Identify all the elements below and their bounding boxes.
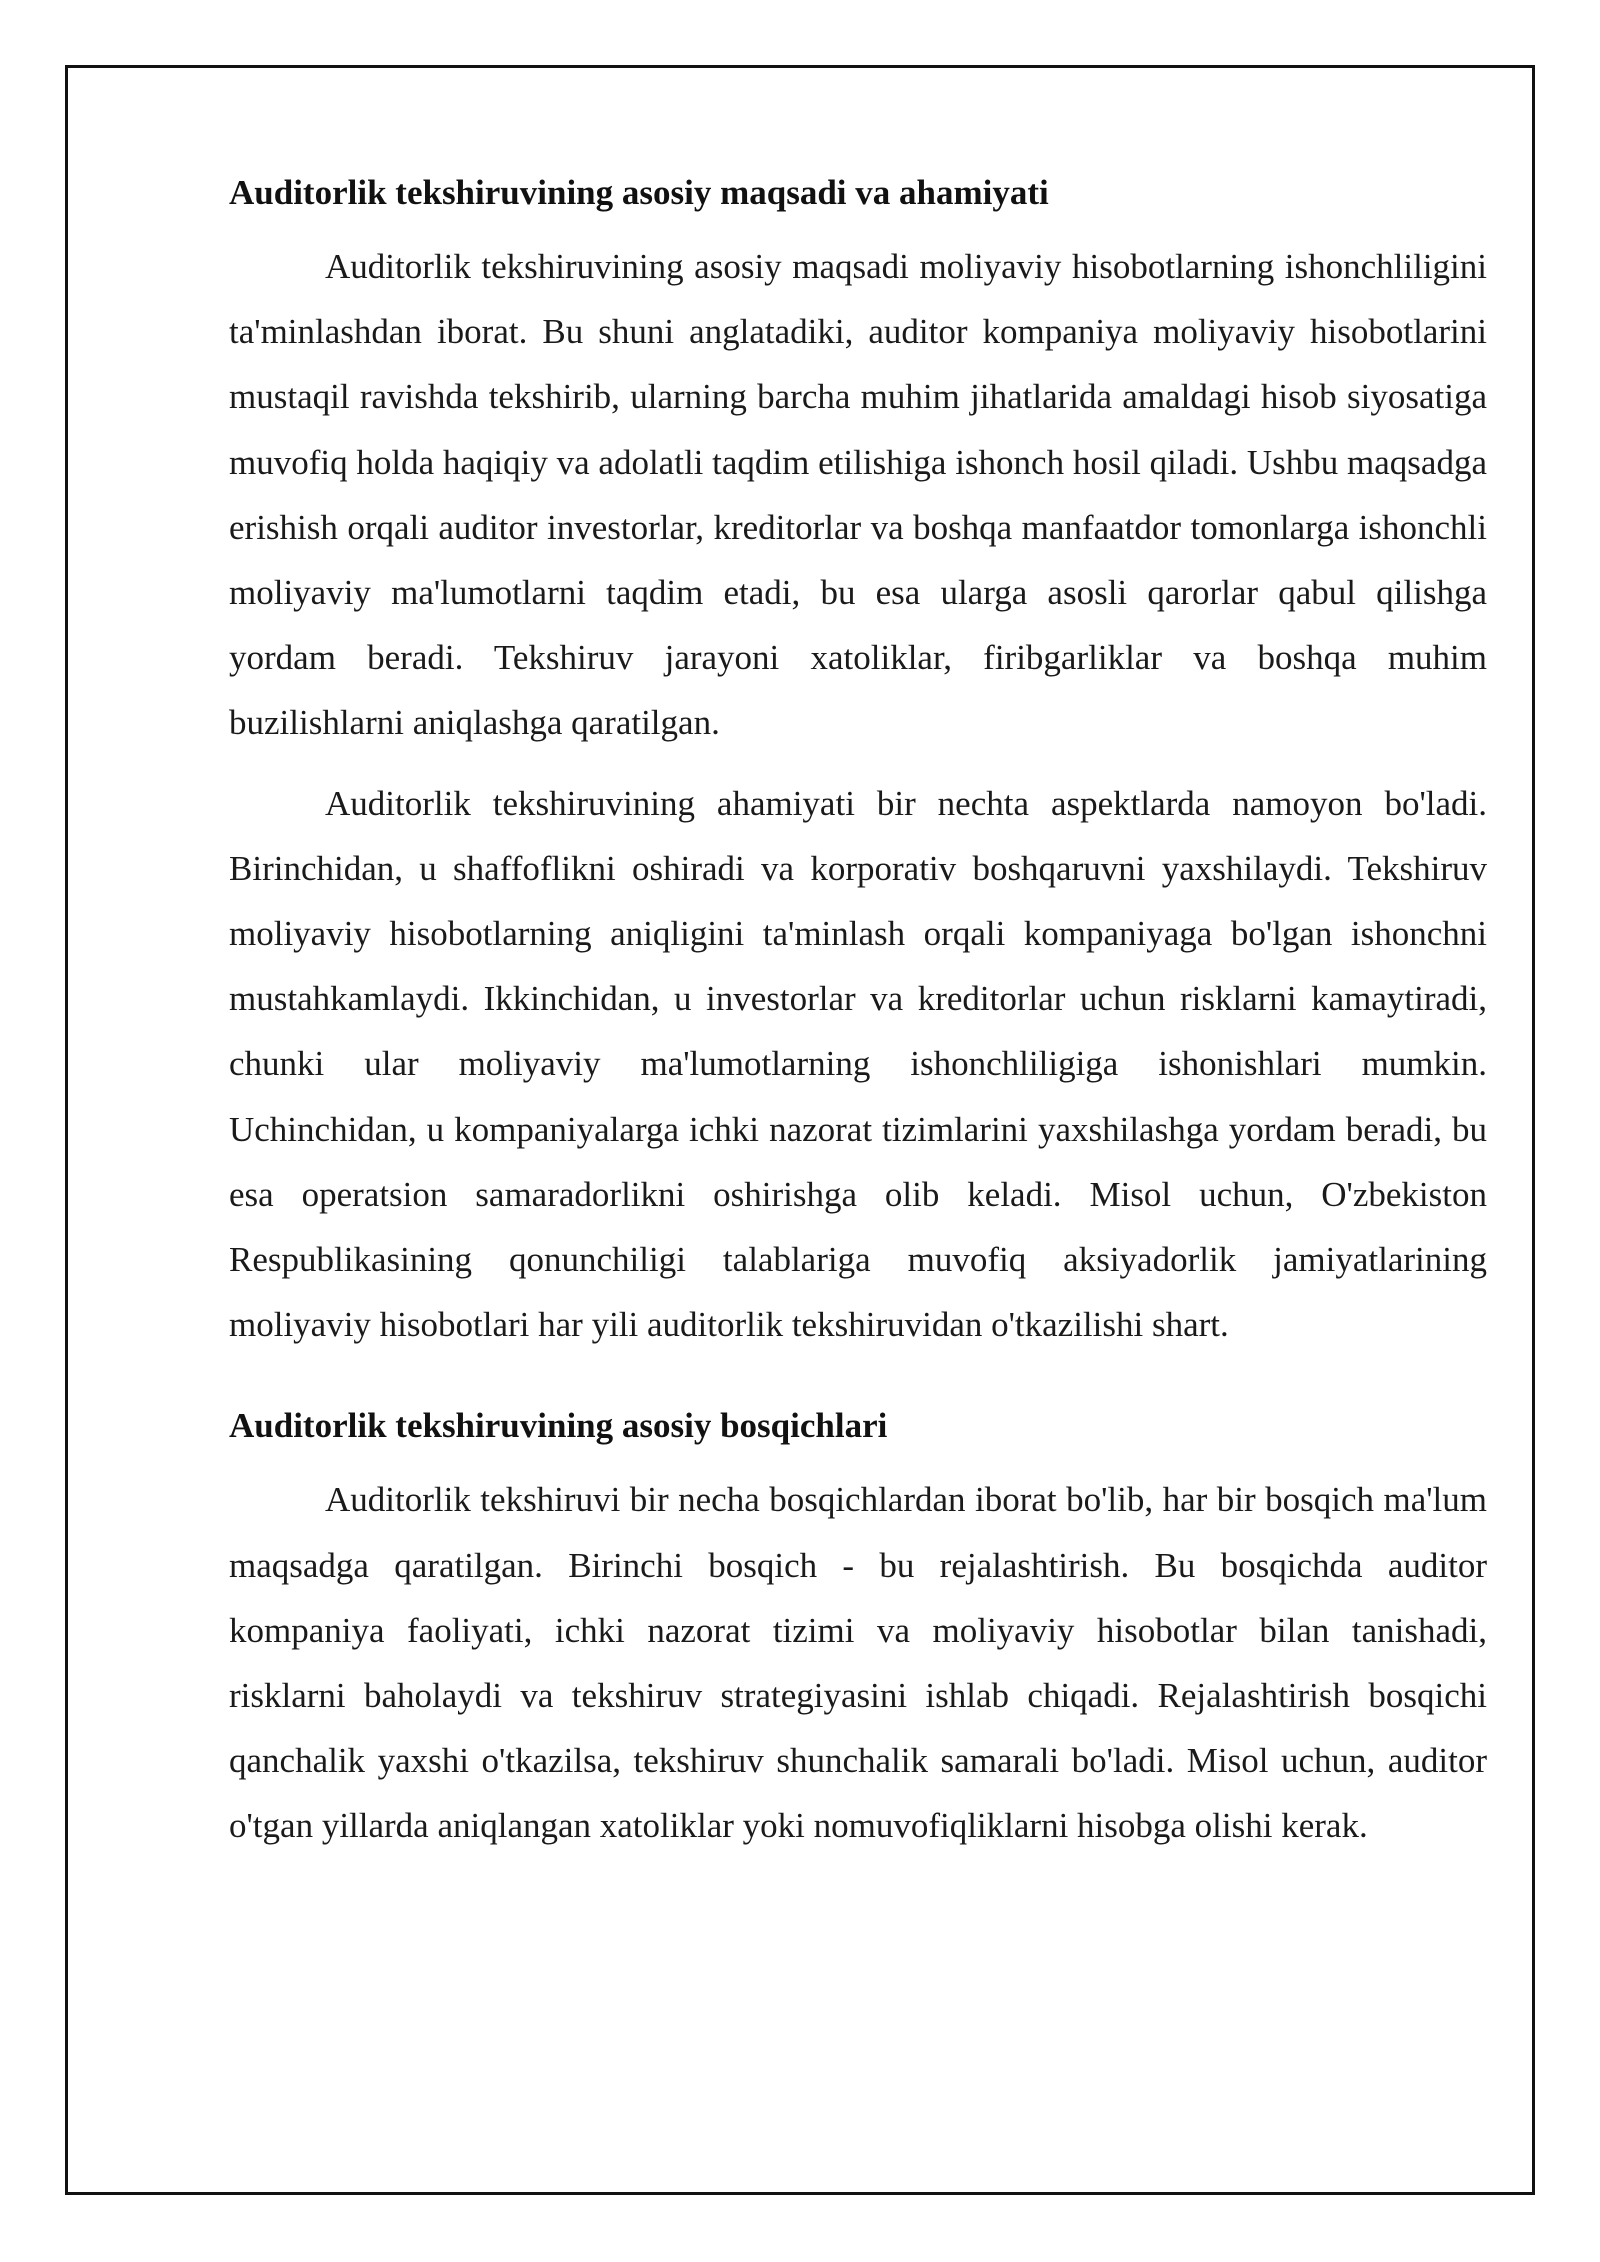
section-heading-audit-purpose: Auditorlik tekshiruvining asosiy maqsadi va ahamiyati: [229, 173, 1049, 212]
paragraph-audit-stages: Auditorlik tekshiruvi bir necha bosqichlardan iborat bo'lib, har bir bosqich ma'lum maqsadga qaratilgan. Birinchi bosqich - bu rejalashtirish. Bu bosqichda auditor kompaniya faoliyati, ichki nazorat tizimi va moliyaviy hisobotlar bilan tanishadi, risklarni baholaydi va tekshiruv strategiyasini ishlab chiqadi. Rejalashtirish bosqichi qanchalik yaxshi o'tkazilsa, tekshiruv shunchalik samarali bo'ladi. Misol uchun, auditor o'tgan yillarda aniqlangan xatoliklar yoki nomuvofiqliklarni hisobga olishi kerak.: [229, 1480, 1487, 1846]
paragraph-audit-importance: Auditorlik tekshiruvining ahamiyati bir nechta aspektlarda namoyon bo'ladi. Birinchidan, u shaffoflikni oshiradi va korporativ boshqaruvni yaxshilaydi. Tekshiruv moliyaviy hisobotlarning aniqligini ta'minlash orqali kompaniyaga bo'lgan ishonchni mustahkamlaydi. Ikkinchidan, u investorlar va kreditorlar uchun risklarni kamaytiradi, chunki ular moliyaviy ma'lumotlarning ishonchliligiga ishonishlari mumkin. Uchinchidan, u kompaniyalarga ichki nazorat tizimlarini yaxshilashga yordam beradi, bu esa operatsion samaradorlikni oshirishga olib keladi. Misol uchun, O'zbekiston Respublikasining qonunchiligi talablariga muvofiq aksiyadorlik jamiyatlarining moliyaviy hisobotlari har yili auditorlik tekshiruvidan o'tkazilishi shart.: [229, 783, 1487, 1345]
paragraph-audit-purpose: Auditorlik tekshiruvining asosiy maqsadi moliyaviy hisobotlarning ishonchliligini ta'minlashdan iborat. Bu shuni anglatadiki, auditor kompaniya moliyaviy hisobotlarini mustaqil ravishda tekshirib, ularning barcha muhim jihatlarida amaldagi hisob siyosatiga muvofiq holda haqiqiy va adolatli taqdim etilishiga ishonch hosil qiladi. Ushbu maqsadga erishish orqali auditor investorlar, kreditorlar va boshqa manfaatdor tomonlarga ishonchli moliyaviy ma'lumotlarni taqdim etadi, bu esa ularga asosli qarorlar qabul qilishga yordam beradi. Tekshiruv jarayoni xatoliklar, firibgarliklar va boshqa muhim buzilishlarni aniqlashga qaratilgan.: [229, 247, 1487, 743]
document-body: [229, 170, 1487, 1859]
section-heading-audit-stages: Auditorlik tekshiruvining asosiy bosqichlari: [229, 1406, 888, 1446]
